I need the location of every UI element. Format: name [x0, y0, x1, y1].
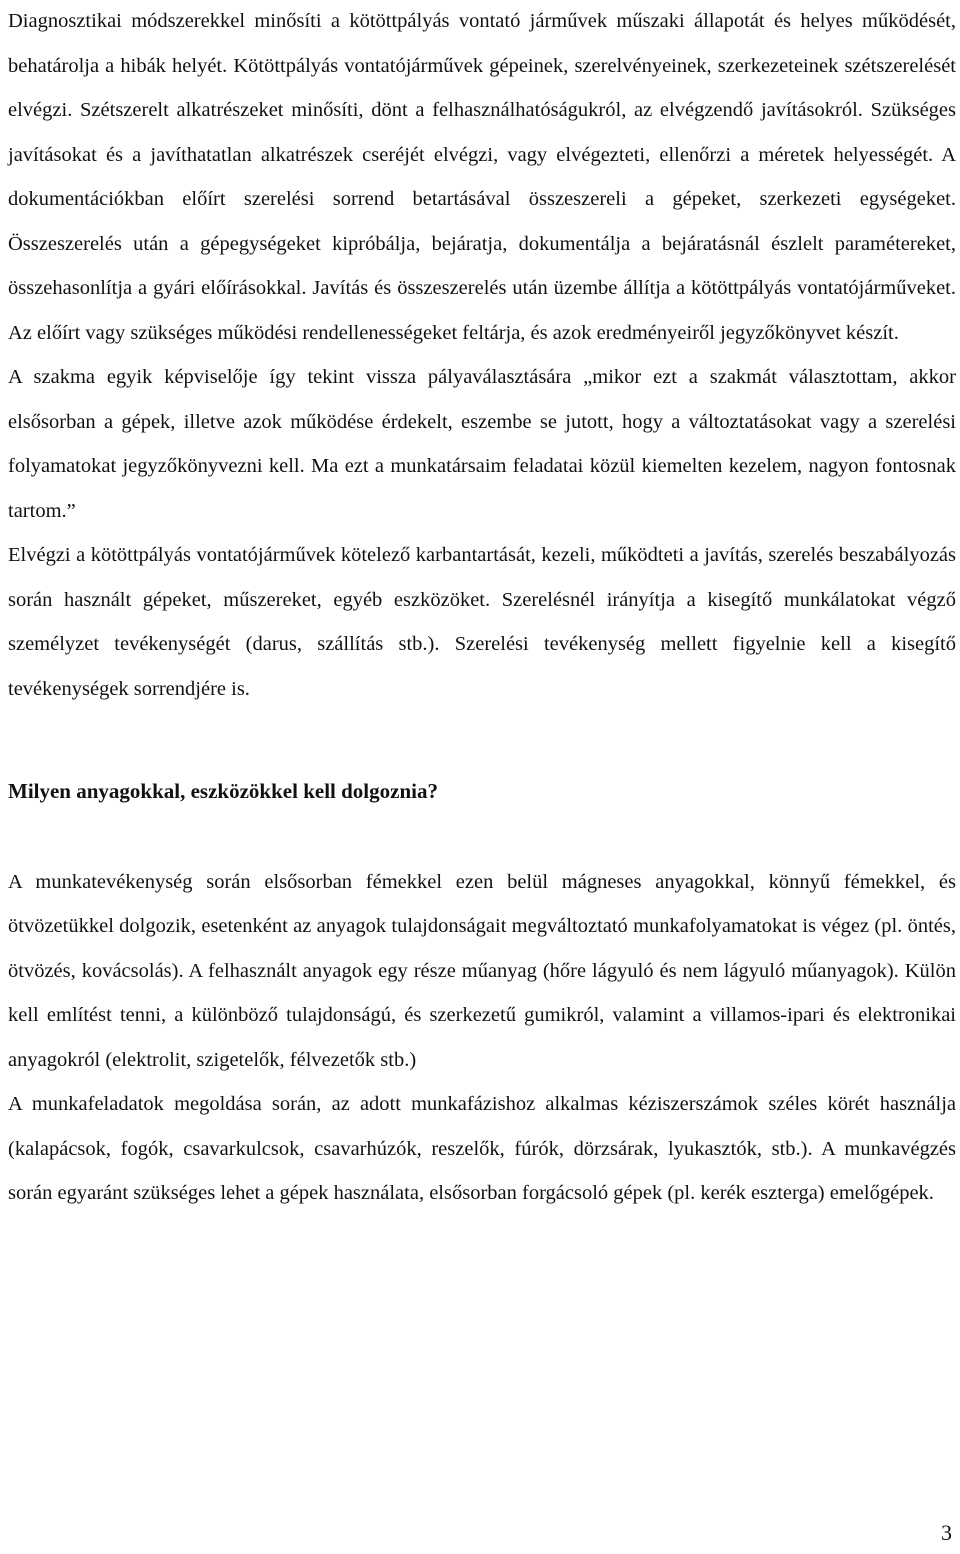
page-number: 3 [941, 1520, 952, 1545]
paragraph-materials: A munkatevékenység során elsősorban fémekkel ezen belül mágneses anyagokkal, könnyű fémekkel, és ötvözetükkel dolgozik, esetenként az anyagok tulajdonságait megváltoztató munkafolyamatokat is végez (pl. öntés, ötvözés, kovácsolás). A felhasznált anyagok egy része műanyag (hőre lágyuló és nem lágyuló műanyagok). Külön kell említést tenni, a különböző tulajdonságú, és szerkezetű gumikról, valamint a villamos-ipari és elektronikai anyagokról (elektrolit, szigetelők, félvezetők stb.) [8, 870, 956, 1071]
document-page [8, 0, 956, 1216]
paragraph-quote: A szakma egyik képviselője így tekint vissza pályaválasztására „mikor ezt a szakmát választottam, akkor elsősorban a gépek, illetve azok működése érdekelt, eszembe se jutott, hogy a változtatásokat vagy a szerelési folyamatokat jegyzőkönyvezni kell. Ma ezt a munkatársaim feladatai közül kiemelten kezelem, nagyon fontosnak tartom.” [8, 366, 956, 522]
section-heading: Milyen anyagokkal, eszközökkel kell dolgoznia? [8, 779, 438, 803]
paragraph-tools: A munkafeladatok megoldása során, az adott munkafázishoz alkalmas kéziszerszámok széles körét használja (kalapácsok, fogók, csavarkulcsok, csavarhúzók, reszelők, fúrók, dörzsárak, lyukasztók, stb.). A munkavégzés során egyaránt szükséges lehet a gépek használata, elsősorban forgácsoló gépek (pl. kerék eszterga) emelőgépek. [8, 1093, 956, 1204]
paragraph-maintenance: Elvégzi a kötöttpályás vontatójárművek kötelező karbantartását, kezeli, működteti a javítás, szerelés beszabályozás során használt gépeket, műszereket, egyéb eszközöket. Szerelésnél irányítja a kisegítő munkálatokat végző személyzet tevékenységét (darus, szállítás stb.). Szerelési tevékenység mellett figyelnie kell a kisegítő tevékenységek sorrendjére is. [8, 544, 956, 700]
paragraph-diagnostics: Diagnosztikai módszerekkel minősíti a kötöttpályás vontató járművek műszaki állapotát és helyes működését, behatárolja a hibák helyét. Kötöttpályás vontatójárművek gépeinek, szerelvényeinek, szerkezeteinek szétszerelését elvégzi. Szétszerelt alkatrészeket minősíti, dönt a felhasználhatóságukról, az elvégzendő javításokról. Szükséges javításokat és a javíthatatlan alkatrészek cseréjét elvégzi, vagy elvégezteti, ellenőrzi a méretek helyességét. A dokumentációkban előírt szerelési sorrend betartásával összeszereli a gépeket, szerkezeti egységeket. Összeszerelés után a gépegységeket kipróbálja, bejáratja, dokumentálja a bejáratásnál észlelt paramétereket, összehasonlítja a gyári előírásokkal. Javítás és összeszerelés után üzembe állítja a kötöttpályás vontatójárműveket. Az előírt vagy szükséges működési rendellenességeket feltárja, és azok eredményeiről jegyzőkönyvet készít. [8, 10, 956, 344]
